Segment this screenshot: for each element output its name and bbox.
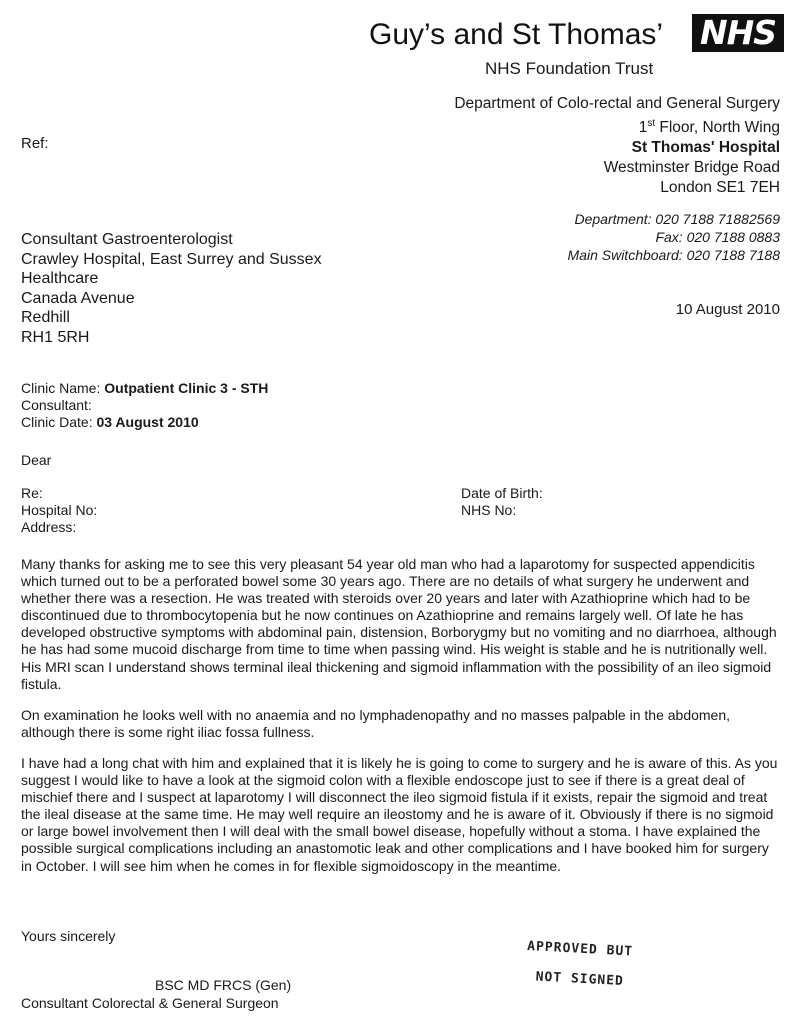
clinic-date-label: Clinic Date: (21, 414, 97, 430)
trust-name: Guy’s and St Thomas’ (369, 18, 664, 51)
body-paragraph: Many thanks for asking me to see this very pleasant 54 year old man who had a laparotomy for suspected appendicitis which turned out to be a perforated bowel some 30 years ago. There are no details of what surgery he underwent and whether there was a resection. He was treated with steroids over 20 years and later with Azathioprine which had to be discontinued due to thrombocytopenia but he now continues on Azathioprine and remains largely well. Of late he has developed obstructive symptoms with abdominal pain, distension, Borborygmy but no vomiting and no diarrhoea, although he has had some mucoid discharge from time to time when passing wind. His weight is stable and he is nutritionally well. His MRI scan I understand shows terminal ileal thickening and sigmoid inflammation with the possibility of an ileo sigmoid fistula. (21, 556, 777, 692)
sender-city: London SE1 7EH (660, 179, 780, 197)
nhs-no-label: NHS No: (461, 502, 517, 518)
sender-street: Westminster Bridge Road (603, 159, 780, 177)
recipient-line: Consultant Gastroenterologist (21, 231, 233, 248)
clinic-date-value: 03 August 2010 (96, 414, 199, 430)
dob-label: Date of Birth: (461, 485, 543, 501)
sender-floor (454, 114, 780, 138)
clinic-name-row (21, 380, 268, 397)
stamp-line: APPROVED BUT (526, 938, 634, 960)
floor-number: 1 (638, 119, 648, 137)
recipient-line: Redhill (21, 309, 70, 326)
salutation: Dear (21, 452, 52, 468)
closing: Yours sincerely (21, 928, 116, 944)
sender-address (454, 94, 780, 198)
recipient-line: RH1 5RH (21, 328, 90, 346)
sender-department: Department of Colo-rectal and General Surgery (454, 95, 780, 112)
floor-ordinal: st (647, 118, 656, 129)
signature-position: Consultant Colorectal & General Surgeon (21, 995, 279, 1011)
consultant-label: Consultant: (21, 397, 92, 413)
body-paragraph: On examination he looks well with no anaemia and no lymphadenopathy and no masses palpable in the abdomen, although there is some right iliac fossa fullness. (21, 706, 731, 740)
trust-subtitle: NHS Foundation Trust (485, 59, 654, 78)
re-label: Re: (21, 485, 43, 501)
letter-body (21, 556, 781, 889)
body-paragraph: I have had a long chat with him and explained that it is likely he is going to come to surgery and he is aware of this. As you suggest I would like to have a look at the sigmoid colon with a flexible endoscope just to see if there is a great deal of mischief there and I suspect at laparotomy I will disconnect the ileo sigmoid fistula if it exists, repair the sigmoid and treat the ileal disease at the same time. He may well require an ileostomy and he is aware of it. Obviously if there is no sigmoid or large bowel involvement then I will deal with the small bowel disease, hopefully without a stoma. I have explained the possible surgical complications including an anastomotic leak and other complications and I have booked him for surgery in October. I will see him when he comes in for flexible sigmoidoscopy in the meantime. (21, 754, 778, 874)
contact-switchboard: Main Switchboard: 020 7188 7188 (567, 247, 780, 263)
clinic-name-label: Clinic Name: (21, 380, 105, 396)
sender-hospital: St Thomas' Hospital (631, 139, 780, 157)
address-label: Address: (21, 519, 77, 535)
contact-fax: Fax: 020 7188 0883 (655, 229, 780, 245)
nhs-logo: NHS (692, 14, 784, 52)
hospital-no-label: Hospital No: (21, 502, 98, 518)
contact-block (568, 210, 780, 264)
patient-details-right (461, 485, 543, 519)
contact-department: Department: 020 7188 71882569 (574, 211, 780, 227)
clinic-date-row (21, 414, 268, 431)
letter-date: 10 August 2010 (675, 301, 780, 318)
patient-details-left (21, 485, 97, 536)
clinic-name-value: Outpatient Clinic 3 - STH (104, 380, 269, 396)
clinic-info (21, 380, 268, 431)
recipient-address (21, 230, 322, 347)
recipient-line: Canada Avenue (21, 289, 135, 307)
floor-rest: Floor, North Wing (655, 119, 780, 137)
recipient-line: Healthcare (21, 270, 99, 287)
stamp-line: NOT SIGNED (535, 969, 625, 990)
ref-label: Ref: (21, 135, 49, 152)
approval-stamp (525, 932, 634, 997)
recipient-line: Crawley Hospital, East Surrey and Sussex (21, 250, 322, 268)
signature-qualifications: BSC MD FRCS (Gen) (155, 977, 292, 993)
